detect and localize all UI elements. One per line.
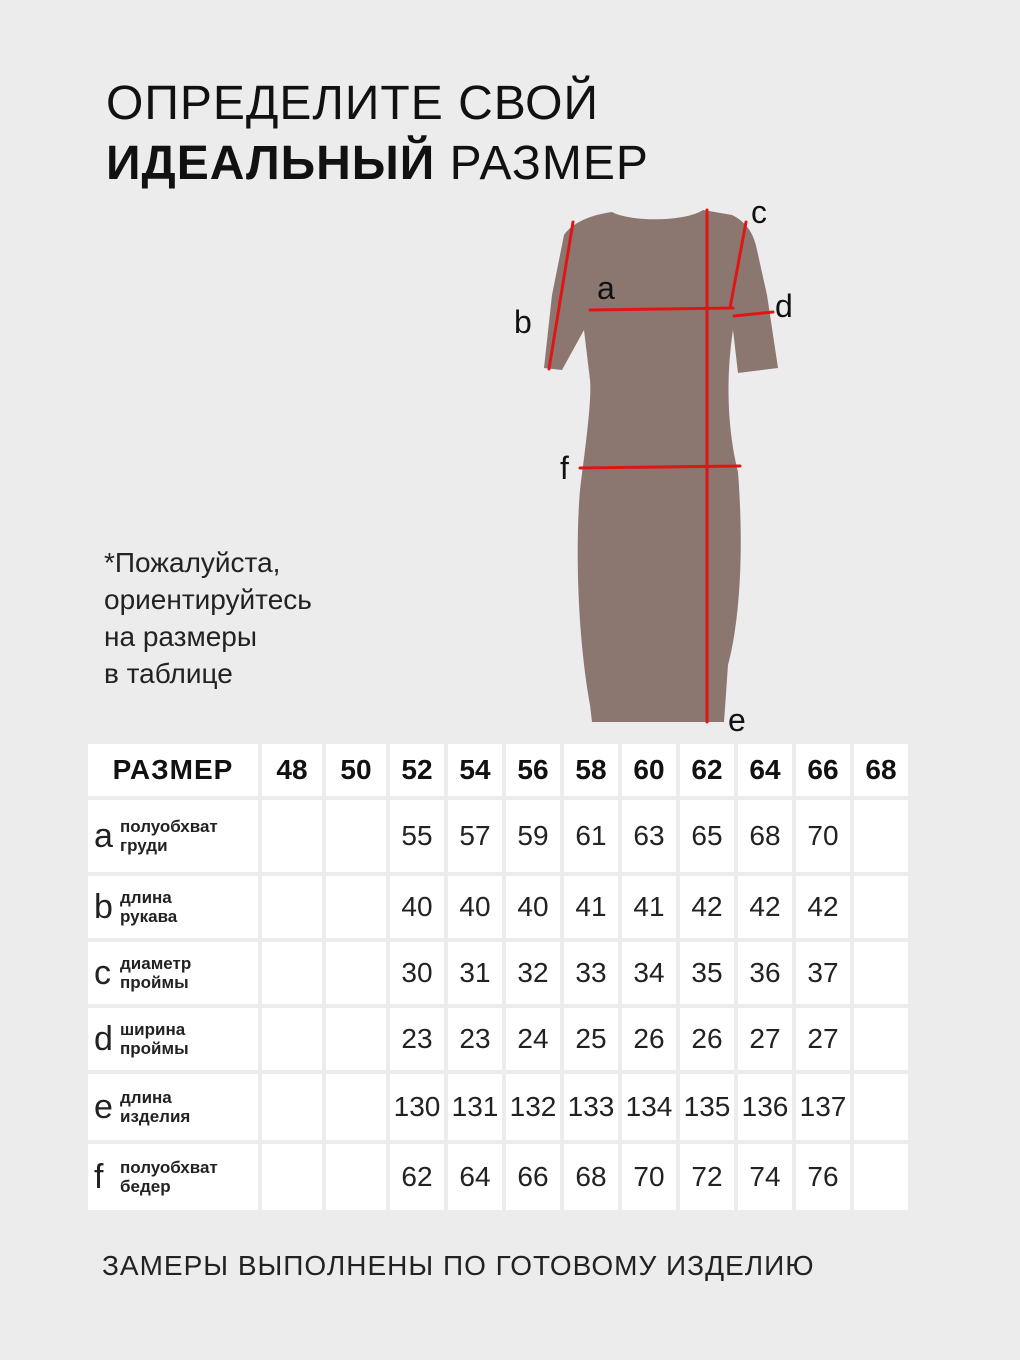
- table-cell: 132: [506, 1074, 560, 1140]
- row-description-line: груди: [120, 836, 168, 855]
- dress-measurement-diagram: [500, 190, 800, 740]
- table-cell: 41: [622, 876, 676, 938]
- table-cell: 42: [680, 876, 734, 938]
- table-cell: [854, 876, 908, 938]
- table-cell: 70: [796, 800, 850, 872]
- table-cell: 62: [390, 1144, 444, 1210]
- table-row: [88, 800, 908, 872]
- table-cell: 41: [564, 876, 618, 938]
- size-header-cell: 48: [262, 744, 322, 796]
- measure-line-a: [590, 308, 733, 310]
- table-cell: 27: [738, 1008, 792, 1070]
- row-label: [88, 1008, 258, 1070]
- table-cell: 37: [796, 942, 850, 1004]
- table-cell: 25: [564, 1008, 618, 1070]
- table-row: [88, 942, 908, 1004]
- table-cell: 42: [796, 876, 850, 938]
- table-cell: [854, 800, 908, 872]
- table-cell: 133: [564, 1074, 618, 1140]
- table-cell: 130: [390, 1074, 444, 1140]
- table-cell: 26: [622, 1008, 676, 1070]
- row-letter: a: [94, 816, 113, 855]
- table-cell: 63: [622, 800, 676, 872]
- row-description: [120, 817, 218, 855]
- measure-label-e: e: [728, 702, 746, 738]
- table-cell: 42: [738, 876, 792, 938]
- row-label: [88, 800, 258, 872]
- table-cell: [326, 1144, 386, 1210]
- note-line: *Пожалуйста,: [104, 547, 281, 578]
- page-title-line1: ОПРЕДЕЛИТЕ СВОЙ: [106, 77, 599, 130]
- table-cell: 68: [564, 1144, 618, 1210]
- table-cell: 31: [448, 942, 502, 1004]
- table-cell: 70: [622, 1144, 676, 1210]
- row-description-line: рукава: [120, 907, 178, 926]
- table-cell: [326, 876, 386, 938]
- size-header-cell: 60: [622, 744, 676, 796]
- row-description-line: диаметр: [120, 954, 192, 973]
- table-cell: 30: [390, 942, 444, 1004]
- row-label: [88, 1074, 258, 1140]
- row-description: [120, 1158, 218, 1196]
- table-cell: 72: [680, 1144, 734, 1210]
- table-cell: 76: [796, 1144, 850, 1210]
- size-table: [84, 740, 912, 1214]
- size-header-cell: 54: [448, 744, 502, 796]
- table-cell: [262, 1008, 322, 1070]
- row-letter: b: [94, 887, 113, 926]
- table-cell: 57: [448, 800, 502, 872]
- size-header-cell: 50: [326, 744, 386, 796]
- row-description-line: проймы: [120, 1039, 189, 1058]
- table-cell: [262, 1074, 322, 1140]
- table-cell: 135: [680, 1074, 734, 1140]
- measure-label-b: b: [514, 304, 532, 340]
- table-cell: 131: [448, 1074, 502, 1140]
- row-description-line: полуобхват: [120, 1158, 218, 1177]
- table-row: [88, 1008, 908, 1070]
- table-cell: 27: [796, 1008, 850, 1070]
- note-line: в таблице: [104, 658, 233, 689]
- measure-line-f: [580, 466, 740, 468]
- table-cell: 137: [796, 1074, 850, 1140]
- table-cell: 34: [622, 942, 676, 1004]
- table-cell: 40: [448, 876, 502, 938]
- table-cell: [326, 942, 386, 1004]
- table-cell: [326, 1008, 386, 1070]
- table-cell: [854, 942, 908, 1004]
- row-label: [88, 1144, 258, 1210]
- size-header-cell: 58: [564, 744, 618, 796]
- row-letter: e: [94, 1087, 113, 1126]
- row-letter: d: [94, 1019, 113, 1058]
- table-cell: [326, 800, 386, 872]
- table-cell: 40: [506, 876, 560, 938]
- table-cell: 136: [738, 1074, 792, 1140]
- row-letter: c: [94, 953, 111, 992]
- row-description-line: ширина: [120, 1020, 186, 1039]
- table-cell: [262, 876, 322, 938]
- size-header-label: РАЗМЕР: [88, 744, 258, 796]
- table-row: [88, 1144, 908, 1210]
- row-description-line: длина: [120, 1088, 172, 1107]
- row-description-line: проймы: [120, 973, 189, 992]
- table-cell: 61: [564, 800, 618, 872]
- size-header-cell: 64: [738, 744, 792, 796]
- table-cell: 23: [448, 1008, 502, 1070]
- table-cell: 68: [738, 800, 792, 872]
- table-cell: 36: [738, 942, 792, 1004]
- table-cell: 74: [738, 1144, 792, 1210]
- table-cell: [262, 800, 322, 872]
- row-label: [88, 876, 258, 938]
- table-cell: 32: [506, 942, 560, 1004]
- title-rest: РАЗМЕР: [435, 137, 649, 190]
- row-description-line: полуобхват: [120, 817, 218, 836]
- table-cell: 23: [390, 1008, 444, 1070]
- row-description: [120, 1088, 190, 1126]
- note-line: на размеры: [104, 621, 258, 652]
- row-label: [88, 942, 258, 1004]
- table-cell: 59: [506, 800, 560, 872]
- size-header-cell: 68: [854, 744, 908, 796]
- table-cell: [326, 1074, 386, 1140]
- size-header-cell: 56: [506, 744, 560, 796]
- table-cell: 64: [448, 1144, 502, 1210]
- table-cell: 35: [680, 942, 734, 1004]
- row-description: [120, 888, 177, 926]
- table-cell: 26: [680, 1008, 734, 1070]
- table-cell: [262, 1144, 322, 1210]
- footer-note: ЗАМЕРЫ ВЫПОЛНЕНЫ ПО ГОТОВОМУ ИЗДЕЛИЮ: [102, 1250, 815, 1281]
- measure-label-f: f: [560, 450, 569, 486]
- row-description-line: бедер: [120, 1177, 171, 1196]
- size-header-cell: 62: [680, 744, 734, 796]
- row-letter: f: [94, 1157, 104, 1196]
- table-cell: [854, 1144, 908, 1210]
- table-cell: [854, 1074, 908, 1140]
- table-header-row: [88, 744, 908, 796]
- table-row: [88, 876, 908, 938]
- measure-label-c: c: [751, 194, 767, 230]
- table-cell: 134: [622, 1074, 676, 1140]
- table-cell: 33: [564, 942, 618, 1004]
- size-header-cell: 66: [796, 744, 850, 796]
- table-cell: [854, 1008, 908, 1070]
- table-row: [88, 1074, 908, 1140]
- note-line: ориентируйтесь: [104, 584, 312, 615]
- measure-label-a: a: [597, 270, 615, 306]
- table-cell: [262, 942, 322, 1004]
- size-header-cell: 52: [390, 744, 444, 796]
- row-description-line: изделия: [120, 1107, 191, 1126]
- title-bold-word: ИДЕАЛЬНЫЙ: [106, 137, 436, 190]
- size-note: [104, 544, 312, 692]
- table-cell: 55: [390, 800, 444, 872]
- row-description: [120, 1020, 189, 1058]
- table-cell: 24: [506, 1008, 560, 1070]
- page-title-line2: [106, 137, 649, 190]
- table-cell: 66: [506, 1144, 560, 1210]
- table-cell: 40: [390, 876, 444, 938]
- table-cell: 65: [680, 800, 734, 872]
- measure-label-d: d: [775, 288, 793, 324]
- row-description-line: длина: [120, 888, 172, 907]
- row-description: [120, 954, 191, 992]
